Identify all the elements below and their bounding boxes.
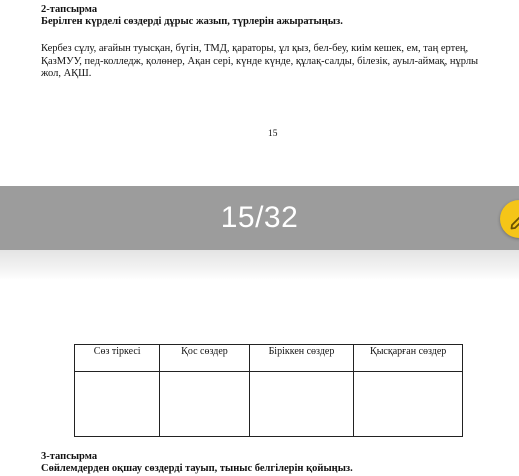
task-2-instruction: Берілген күрделі сөздерді дұрыс жазып, түрлерін ажыратыңыз.	[41, 16, 343, 27]
classification-table	[74, 344, 463, 437]
table-cell	[75, 372, 160, 437]
document-page-16	[0, 280, 519, 476]
task-2-title: 2-тапсырма	[41, 4, 98, 15]
task-3-title: 3-тапсырма	[41, 451, 98, 462]
table-cell	[354, 372, 463, 437]
pencil-icon	[508, 209, 519, 231]
document-page-15	[0, 0, 519, 186]
table-cell	[249, 372, 354, 437]
page-separator	[0, 250, 519, 280]
page-indicator-bar	[0, 186, 519, 250]
table-row	[75, 372, 463, 437]
table-header-cell: Қысқарған сөздер	[354, 345, 463, 372]
page-number: 15	[268, 129, 278, 139]
table-header-cell: Біріккен сөздер	[249, 345, 354, 372]
table-cell	[160, 372, 249, 437]
task-2-word-list: Кербез сұлу, ағайын туысқан, бүгін, ТМД, қараторы, ұл қыз, бел-беу, киім кешек, ем, таң ертең, ҚазМУУ, пед-колледж, қолөнер, Ақан сері, күнде күнде, құлақ-салды, білезік, ауыл-аймақ, нұрлы жол, АҚШ.	[41, 43, 479, 79]
table-header-row	[75, 345, 463, 372]
table-header-cell: Сөз тіркесі	[75, 345, 160, 372]
task-3-instruction: Сөйлемдерден оқшау сөздерді тауып, тыныс белгілерін қойыңыз.	[41, 463, 353, 474]
table-header-cell: Қос сөздер	[160, 345, 249, 372]
page-counter: 15/32	[220, 201, 299, 234]
